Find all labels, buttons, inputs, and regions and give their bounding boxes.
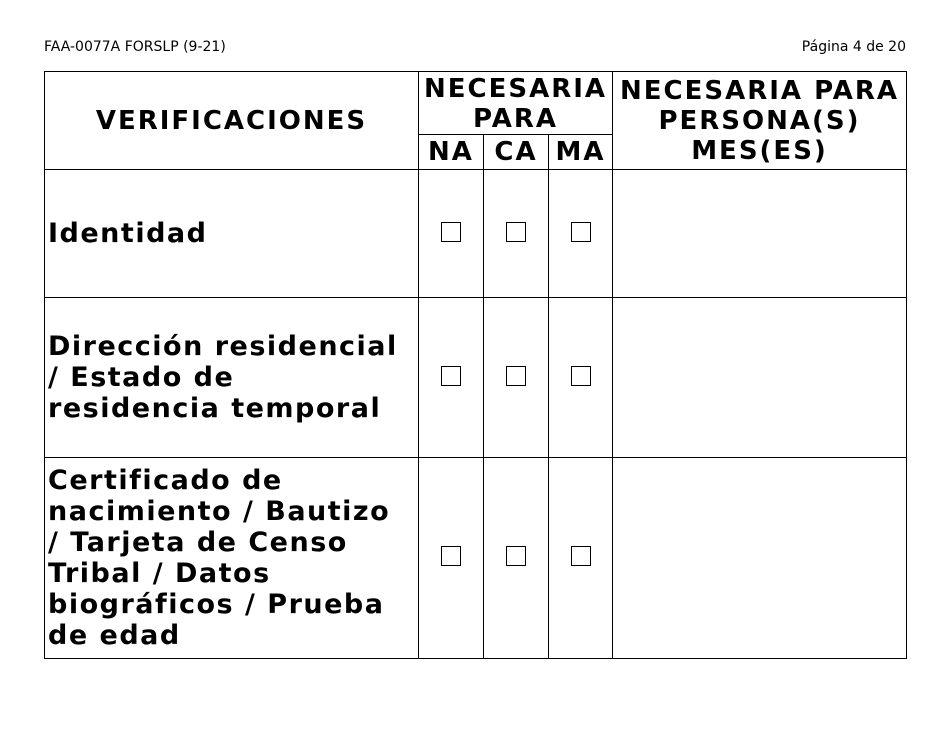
checkbox-ma[interactable] [571,546,591,566]
checkbox-ca[interactable] [506,222,526,242]
row-label-line: Identidad [48,218,208,249]
header-persona-line1: NECESARIA PARA [619,76,899,106]
header-persona-mes [613,72,907,170]
row-label-line: / Tarjeta de Censo [48,527,348,558]
row-label-line: Dirección residencial [48,331,398,362]
form-id: FAA-0077A FORSLP (9-21) [44,39,226,55]
verification-table [44,71,907,659]
row-label-line: biográficos / Prueba [48,589,385,620]
cell-ma [549,458,613,659]
header-necesaria-para [419,72,613,135]
checkbox-na[interactable] [441,222,461,242]
cell-ma [549,170,613,298]
table-row [45,458,907,659]
page-number: Página 4 de 20 [801,39,906,55]
cell-ca [484,458,549,659]
row-label-line: Tribal / Datos [48,558,271,589]
cell-na [419,458,484,659]
persona-mes-field[interactable] [613,170,907,298]
table-row [45,170,907,298]
cell-ma [549,298,613,458]
row-label-line: nacimiento / Bautizo [48,496,391,527]
persona-mes-field[interactable] [613,458,907,659]
row-label-line: residencia temporal [48,393,382,424]
checkbox-ma[interactable] [571,366,591,386]
checkbox-na[interactable] [441,366,461,386]
cell-ca [484,298,549,458]
header-necesaria-line2: PARA [473,104,558,134]
header-persona-line2: PERSONA(S) [658,106,861,136]
checkbox-na[interactable] [441,546,461,566]
row-label-identidad [45,170,419,298]
header-persona-line3: MES(ES) [691,136,828,166]
row-label-line: de edad [48,620,181,651]
row-label-direccion [45,298,419,458]
header-code-ma: MA [549,135,613,170]
header-code-ca: CA [484,135,549,170]
table-row [45,298,907,458]
cell-na [419,298,484,458]
row-label-line: Certificado de [48,465,283,496]
row-label-certificado [45,458,419,659]
persona-mes-field[interactable] [613,298,907,458]
header-necesaria-line1: NECESARIA [423,74,608,104]
checkbox-ma[interactable] [571,222,591,242]
checkbox-ca[interactable] [506,546,526,566]
cell-na [419,170,484,298]
row-label-line: / Estado de [48,362,235,393]
header-verificaciones: VERIFICACIONES [45,72,419,170]
header-code-na: NA [419,135,484,170]
cell-ca [484,170,549,298]
checkbox-ca[interactable] [506,366,526,386]
